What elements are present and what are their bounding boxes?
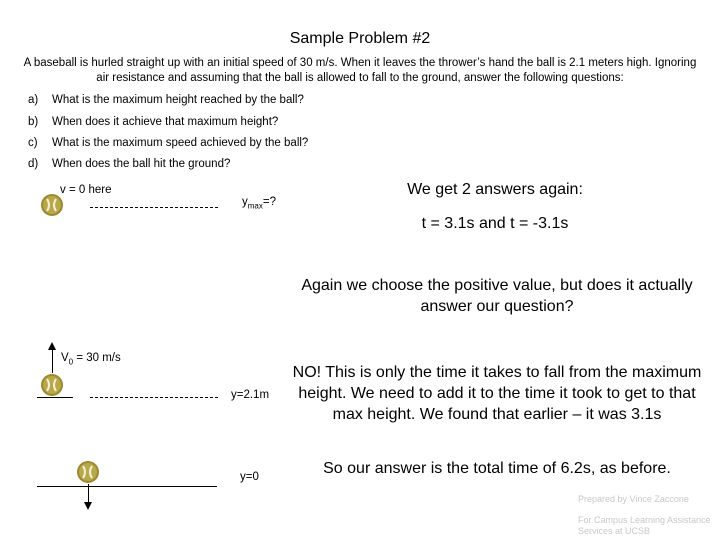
initial-velocity-label: $V_0 = 30$ m/s: [61, 352, 121, 367]
explanation-text: NO! This is only the time it takes to fall from the maximum height. We need to add it to the time it took to get to that max height. We found that earlier – it was 3.1s: [292, 364, 702, 423]
ground-label: y=0: [240, 471, 259, 483]
down-arrow-shaft: [88, 484, 89, 504]
question-d-text: When does the ball hit the ground?: [52, 158, 231, 170]
ground-line: [37, 486, 217, 487]
up-arrow-shaft: [52, 347, 53, 373]
launch-height-label: y=2.1m: [231, 389, 270, 401]
question-c-letter: c): [28, 137, 38, 149]
v-zero-label: v = 0 here: [60, 184, 112, 196]
question-b-text: When does it achieve that maximum height?: [52, 116, 279, 128]
question-a-letter: a): [28, 94, 39, 106]
final-answer-text: So our answer is the total time of 6.2s, as before.: [323, 460, 671, 477]
footer-affiliation: For Campus Learning Assistance Services at UCSB: [578, 515, 711, 536]
question-d-letter: d): [28, 158, 39, 170]
launch-height-line: [90, 397, 218, 398]
baseball-icon: [76, 460, 100, 484]
footer-credit: Prepared by Vince Zaccone: [578, 494, 689, 504]
two-answers-text: We get 2 answers again:: [407, 181, 583, 198]
question-b-letter: b): [28, 116, 39, 128]
down-arrow-icon: [84, 502, 92, 510]
question-c-text: What is the maximum speed achieved by the ball?: [52, 137, 309, 149]
positive-value-text: Again we choose the positive value, but does it actually answer our question?: [301, 277, 693, 315]
question-a-text: What is the maximum height reached by the ball?: [52, 94, 304, 106]
hand-level-line: [37, 397, 73, 398]
baseball-icon: [40, 373, 64, 397]
max-height-line: [90, 207, 218, 208]
ymax-label: $y_{max}=$?: [242, 196, 276, 211]
page-title: Sample Problem #2: [289, 30, 431, 47]
time-values-text: t = 3.1s and t = -3.1s: [421, 215, 569, 232]
problem-statement: A baseball is hurled straight up with an initial speed of 30 m/s. When it leaves the thrower’s hand the ball is 2.1 meters high. Ignoring air resistance and assuming that the ball is allowed to fall to the ground, answer the following questions:: [23, 57, 697, 84]
up-arrow-icon: [48, 342, 56, 350]
baseball-icon: [40, 193, 64, 217]
